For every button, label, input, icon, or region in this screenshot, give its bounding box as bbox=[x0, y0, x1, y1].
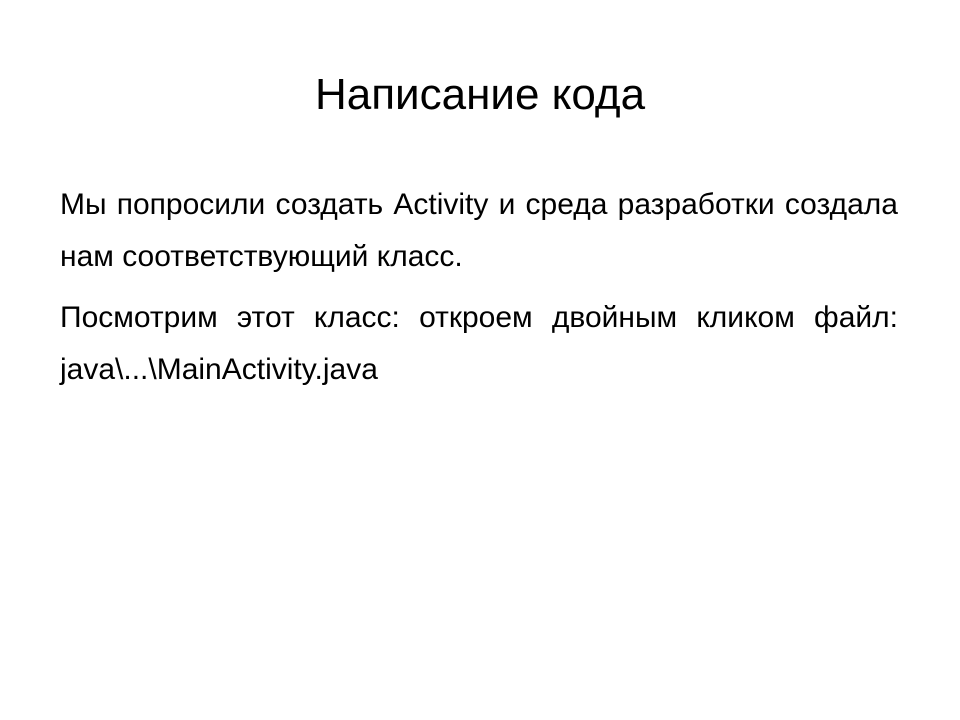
body-paragraph-1: Мы попросили создать Activity и среда разработки создала нам соответствующий класс. bbox=[60, 188, 898, 273]
slide-body bbox=[60, 179, 898, 405]
slide-title: Написание кода bbox=[314, 70, 646, 119]
body-paragraph-2: Посмотрим этот класс: откроем двойным кликом файл: java\...\MainActivity.java bbox=[60, 301, 898, 386]
